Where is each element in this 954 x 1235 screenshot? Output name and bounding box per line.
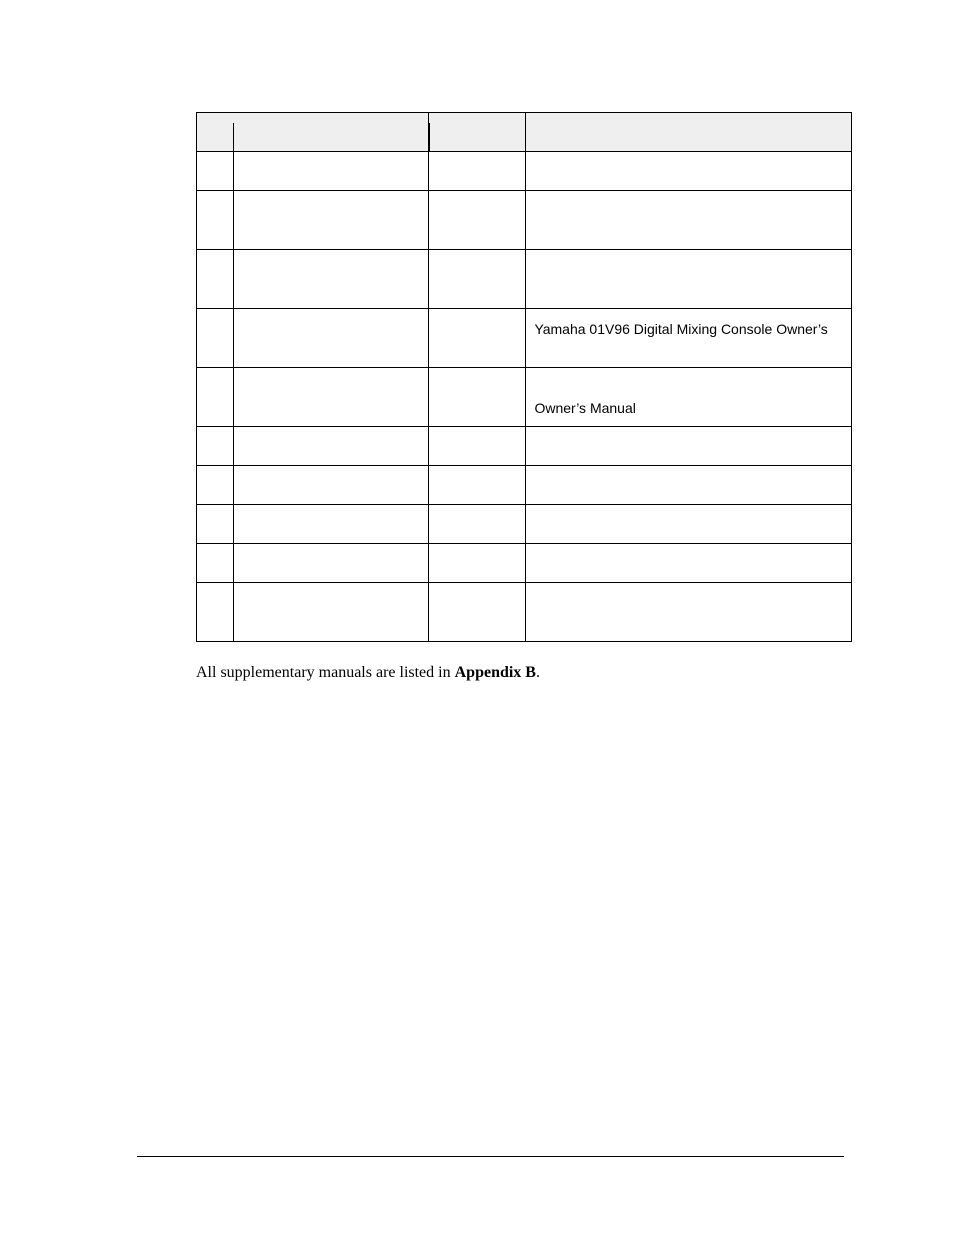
row-description-text (526, 544, 851, 556)
row-description-text (526, 505, 851, 517)
row-title-cell (233, 466, 428, 505)
row-part-cell (428, 368, 526, 427)
row-title-cell (233, 505, 428, 544)
row-title-cell (233, 544, 428, 583)
row-part-cell (428, 309, 526, 368)
row-part-cell (428, 466, 526, 505)
manuals-table (196, 112, 852, 642)
row-description-text (526, 427, 851, 439)
row-part-cell (428, 583, 526, 642)
row-description-text: Owner’s Manual (534, 400, 636, 416)
table-row (197, 505, 852, 544)
header-cell-description (526, 113, 852, 152)
row-description-text (526, 250, 851, 262)
row-description-cell (526, 191, 852, 250)
table-row (197, 152, 852, 191)
row-title-cell (233, 191, 428, 250)
row-part-cell (428, 250, 526, 309)
row-description-text (526, 466, 851, 478)
header-cell-part (428, 113, 526, 152)
row-description-text (526, 152, 851, 164)
table-row (197, 250, 852, 309)
table-row (197, 427, 852, 466)
row-description-cell (526, 466, 852, 505)
row-description-text (526, 583, 851, 595)
row-title-cell (233, 368, 428, 427)
table-row (197, 191, 852, 250)
row-number-cell (197, 583, 234, 642)
table-row (197, 368, 852, 427)
row-title-cell (233, 583, 428, 642)
row-number-cell (197, 505, 234, 544)
row-description-cell (526, 250, 852, 309)
row-part-cell (428, 191, 526, 250)
table-row (197, 466, 852, 505)
row-number-cell (197, 250, 234, 309)
row-title-cell (233, 427, 428, 466)
row-description-text (526, 191, 851, 203)
row-number-cell (197, 427, 234, 466)
note-suffix: . (535, 664, 540, 681)
row-description-cell (526, 309, 852, 368)
appendix-reference: Appendix B (454, 664, 536, 681)
row-description-cell (526, 544, 852, 583)
supplementary-manuals-note (196, 664, 540, 682)
row-title-cell (233, 309, 428, 368)
table-row (197, 309, 852, 368)
footer-rule (137, 1156, 844, 1157)
row-number-cell (197, 544, 234, 583)
row-description-cell (526, 505, 852, 544)
row-description-cell (526, 152, 852, 191)
table-row (197, 583, 852, 642)
row-number-cell (197, 368, 234, 427)
row-description-cell (526, 368, 852, 427)
row-part-cell (428, 427, 526, 466)
row-description-text: Yamaha 01V96 Digital Mixing Console Owner’s (534, 321, 828, 337)
row-number-cell (197, 309, 234, 368)
row-number-cell (197, 466, 234, 505)
row-number-cell (197, 191, 234, 250)
table-row (197, 544, 852, 583)
header-cell-number (197, 113, 234, 152)
row-part-cell (428, 544, 526, 583)
note-prefix: All supplementary manuals are listed in (196, 664, 455, 681)
row-part-cell (428, 505, 526, 544)
header-cell-title (233, 113, 428, 152)
table-header-row (197, 113, 852, 152)
row-number-cell (197, 152, 234, 191)
row-description-cell (526, 583, 852, 642)
row-title-cell (233, 250, 428, 309)
row-title-cell (233, 152, 428, 191)
row-part-cell (428, 152, 526, 191)
row-description-cell (526, 427, 852, 466)
